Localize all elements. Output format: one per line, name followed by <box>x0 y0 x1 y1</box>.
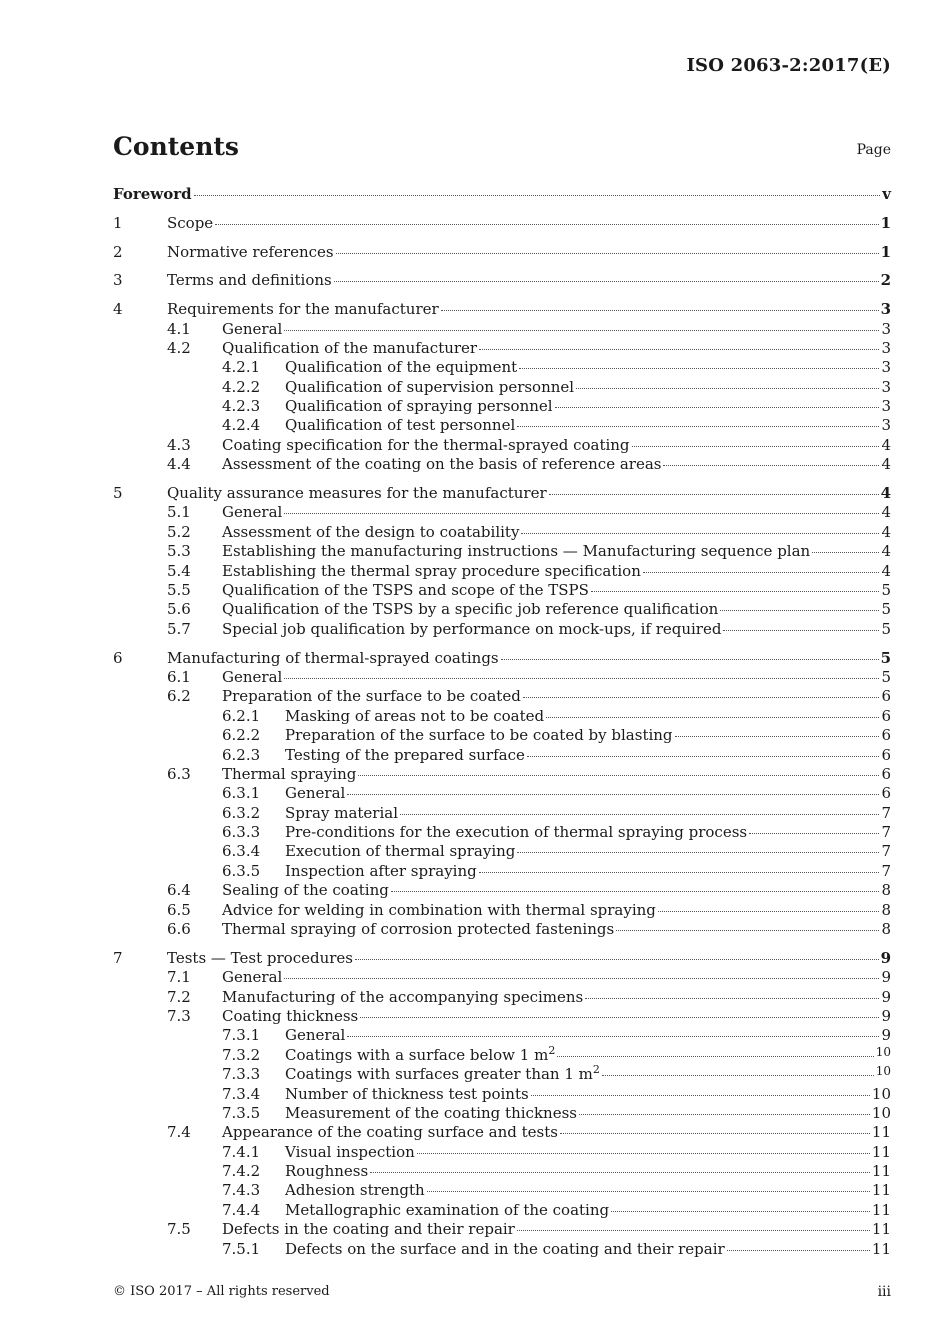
toc-entry-page: 4 <box>881 435 891 454</box>
toc-entry-page: 3 <box>881 319 891 338</box>
toc-entry-page: 9 <box>881 1006 891 1025</box>
dot-leader <box>360 1016 879 1018</box>
toc-entry-number: 4.2.1 <box>222 358 261 377</box>
toc-entry-page: 4 <box>881 455 891 474</box>
toc-entry-title: Preparation of the surface to be coated <box>222 687 521 706</box>
toc-entry[interactable] <box>113 397 891 416</box>
toc-entry-title: General <box>222 503 283 522</box>
toc-entry-page: 4 <box>881 561 891 580</box>
toc-entry-page: 11 <box>871 1162 891 1181</box>
toc-entry-page: 9 <box>881 968 891 987</box>
toc-entry-page: 7 <box>881 823 891 842</box>
toc-entry[interactable] <box>113 484 891 503</box>
dot-leader <box>517 1229 870 1231</box>
dot-leader <box>517 851 879 853</box>
toc-entry-number: 7.4.3 <box>222 1181 261 1200</box>
toc-entry-number: 4.1 <box>167 319 191 338</box>
toc-entry[interactable] <box>113 581 891 600</box>
toc-entry-number: 7.3.1 <box>222 1026 261 1045</box>
toc-entry[interactable] <box>113 920 891 939</box>
dot-leader <box>391 890 880 892</box>
toc-entry-title: Sealing of the coating <box>222 881 389 900</box>
toc-entry-number: 6.3.2 <box>222 803 261 822</box>
dot-leader <box>549 493 879 495</box>
dot-leader <box>517 425 879 427</box>
toc-entry-page: 10 <box>871 1103 891 1122</box>
toc-entry-title: Assessment of the design to coatability <box>222 522 520 541</box>
toc-entry-title: Assessment of the coating on the basis of reference areas <box>222 455 662 474</box>
toc-entry[interactable] <box>113 600 891 619</box>
toc-entry-page: 10 <box>871 1084 891 1103</box>
toc-entry-page: 5 <box>881 600 891 619</box>
dot-leader <box>479 871 880 873</box>
toc-entry-number: 5.1 <box>167 503 191 522</box>
toc-entry-title: Visual inspection <box>285 1142 415 1161</box>
toc-entry-title: Manufacturing of thermal-sprayed coatings <box>167 648 499 667</box>
dot-leader <box>663 464 879 466</box>
toc-entry[interactable] <box>113 436 891 455</box>
dot-leader <box>479 348 879 350</box>
toc-entry-number: 7.4.1 <box>222 1142 261 1161</box>
toc-entry-number: 5.4 <box>167 561 191 580</box>
toc-entry-page: 1 <box>880 242 891 261</box>
toc-entry[interactable] <box>113 804 891 823</box>
toc-entry-number: 4.2.4 <box>222 416 261 435</box>
toc-entry[interactable] <box>113 1240 891 1259</box>
toc-entry[interactable] <box>113 271 891 290</box>
toc-entry-number: 4.4 <box>167 455 191 474</box>
toc-entry-title: Normative references <box>167 242 334 261</box>
toc-entry-number: 4.2.3 <box>222 397 261 416</box>
toc-entry-title: Special job qualification by performance on mock-ups, if required <box>222 619 722 638</box>
dot-leader <box>284 512 879 514</box>
superscript: 2 <box>548 1043 556 1057</box>
toc-entry[interactable] <box>113 378 891 397</box>
dot-leader <box>284 977 879 979</box>
toc-entry-number: 7.1 <box>167 968 191 987</box>
toc-entry-title: Qualification of test personnel <box>285 416 516 435</box>
toc-entry-number: 7.5.1 <box>222 1239 261 1258</box>
toc-entry-page: 3 <box>881 338 891 357</box>
toc-entry-number: 7.3.3 <box>222 1065 261 1084</box>
dot-leader <box>675 735 880 737</box>
toc-entry-number: 3 <box>113 271 123 290</box>
toc-entry[interactable] <box>113 726 891 745</box>
toc-entry[interactable] <box>113 503 891 522</box>
dot-leader <box>560 1132 870 1134</box>
toc-entry-number: 7.3.5 <box>222 1103 261 1122</box>
page-column-label: Page <box>856 142 891 158</box>
toc-entry[interactable] <box>113 649 891 668</box>
dot-leader <box>400 813 879 815</box>
footer-copyright: © ISO 2017 – All rights reserved <box>113 1284 330 1299</box>
toc-entry[interactable] <box>113 562 891 581</box>
toc-entry-title: Execution of thermal spraying <box>285 842 516 861</box>
toc-entry-page: 7 <box>881 803 891 822</box>
toc-entry-title: Manufacturing of the accompanying specimens <box>222 987 584 1006</box>
dot-leader <box>720 609 879 611</box>
toc-entry-title: Qualification of spraying personnel <box>285 397 553 416</box>
toc-entry-title: Roughness <box>285 1162 369 1181</box>
toc-entry-title: Advice for welding in combination with thermal spraying <box>222 900 656 919</box>
toc-entry[interactable] <box>113 455 891 474</box>
toc-entry-page: 7 <box>881 842 891 861</box>
toc-entry-title: Foreword <box>113 185 192 203</box>
toc-entry[interactable] <box>113 214 891 233</box>
toc-entry-number: 7.4.4 <box>222 1200 261 1219</box>
toc-entry-page: 9 <box>881 987 891 1006</box>
toc-entry-number: 6.2.2 <box>222 726 261 745</box>
dot-leader <box>579 1113 870 1115</box>
toc-entry-page: 3 <box>881 397 891 416</box>
toc-entry-page: 6 <box>881 726 891 745</box>
toc-entry-number: 5.2 <box>167 522 191 541</box>
superscript: 2 <box>592 1063 600 1077</box>
toc-entry-title: General <box>222 319 283 338</box>
toc-entry-title: Qualification of the manufacturer <box>222 338 478 357</box>
toc-entry-page: 10 <box>875 1044 891 1059</box>
dot-leader <box>441 309 879 311</box>
dot-leader <box>658 910 880 912</box>
toc-entry[interactable] <box>113 523 891 542</box>
dot-leader <box>546 716 879 718</box>
dot-leader <box>501 658 879 660</box>
toc-entry[interactable] <box>113 862 891 881</box>
toc-entry-number: 6.3.3 <box>222 823 261 842</box>
toc-entry[interactable] <box>113 1026 891 1045</box>
toc-entry-number: 6.3.5 <box>222 861 261 880</box>
dot-leader <box>355 958 879 960</box>
toc-entry-page: 11 <box>871 1200 891 1219</box>
toc-entry[interactable] <box>113 243 891 262</box>
toc-entry-number: 6.2.1 <box>222 706 261 725</box>
toc-entry-page: 11 <box>871 1123 891 1142</box>
dot-leader <box>284 329 879 331</box>
toc-entry-title: Qualification of the equipment <box>285 358 518 377</box>
dot-leader <box>358 774 879 776</box>
toc-entry[interactable] <box>113 1181 891 1200</box>
toc-entry-page: 6 <box>881 745 891 764</box>
dot-leader <box>215 223 878 225</box>
toc-entry-page: 4 <box>881 522 891 541</box>
toc-entry[interactable] <box>113 707 891 726</box>
toc-entry[interactable] <box>113 968 891 987</box>
toc-entry[interactable] <box>113 842 891 861</box>
dot-leader <box>531 1094 870 1096</box>
toc-entry[interactable] <box>113 1065 891 1084</box>
toc-entry-title: Qualification of the TSPS by a specific job reference qualification <box>222 600 719 619</box>
toc-entry-number: 6.3 <box>167 764 191 783</box>
toc-entry-number: 4 <box>113 300 123 319</box>
toc-entry-page: 1 <box>880 213 891 232</box>
toc-entry[interactable] <box>113 358 891 377</box>
toc-entry-title: Requirements for the manufacturer <box>167 300 439 319</box>
toc-entry-number: 5.5 <box>167 580 191 599</box>
toc-entry-title: Masking of areas not to be coated <box>285 706 545 725</box>
toc-entry[interactable] <box>113 1123 891 1142</box>
toc-entry[interactable] <box>113 765 891 784</box>
toc-entry-title: Number of thickness test points <box>285 1084 529 1103</box>
toc-entry-title: Preparation of the surface to be coated by blasting <box>285 726 673 745</box>
dot-leader <box>334 280 879 282</box>
dot-leader <box>519 367 879 369</box>
toc-entry-title: Defects in the coating and their repair <box>222 1220 515 1239</box>
toc-entry-page: 10 <box>875 1064 891 1079</box>
toc-entry-number: 4.3 <box>167 435 191 454</box>
dot-leader <box>585 997 879 999</box>
toc-entry-number: 7.4.2 <box>222 1162 261 1181</box>
dot-leader <box>749 832 879 834</box>
toc-entry-title: Coatings with a surface below 1 $m^2$ <box>285 1043 556 1064</box>
toc-entry-page: 8 <box>881 881 891 900</box>
dot-leader <box>555 406 880 408</box>
toc-entry-title: Quality assurance measures for the manufacturer <box>167 484 547 503</box>
contents-title: Contents <box>113 132 240 161</box>
toc-entry-number: 4.2.2 <box>222 377 261 396</box>
toc-entry-page: 3 <box>881 358 891 377</box>
dot-leader <box>591 590 880 592</box>
toc-entry-number: 4.2 <box>167 338 191 357</box>
toc-entry-page: 11 <box>871 1239 891 1258</box>
toc-entry[interactable] <box>113 1043 891 1065</box>
toc-entry-page: 4 <box>881 503 891 522</box>
toc-entry-number: 6.5 <box>167 900 191 919</box>
toc-entry-page: 6 <box>881 764 891 783</box>
dot-leader <box>812 551 879 553</box>
toc-entry-page: 6 <box>881 706 891 725</box>
toc-entry-page: 11 <box>871 1142 891 1161</box>
toc-entry-title: Coatings with surfaces greater than 1 $m^2$ <box>285 1063 600 1084</box>
toc-entry-number: 6.3.1 <box>222 784 261 803</box>
toc-entry-number: 7.3.2 <box>222 1045 261 1064</box>
toc-entry-page: 5 <box>881 619 891 638</box>
dot-leader <box>576 387 879 389</box>
toc-entry[interactable] <box>113 1201 891 1220</box>
toc-entry-number: 5.3 <box>167 542 191 561</box>
toc-entry-number: 2 <box>113 242 123 261</box>
toc-entry-page: 4 <box>880 484 891 503</box>
toc-entry-title: Testing of the prepared surface <box>285 745 525 764</box>
toc-entry[interactable] <box>113 300 891 319</box>
dot-leader <box>616 929 879 931</box>
toc-entry-number: 5.7 <box>167 619 191 638</box>
toc-entry-title: General <box>285 784 346 803</box>
footer-page-number: iii <box>877 1284 891 1300</box>
dot-leader <box>417 1152 870 1154</box>
toc-entry-page: 11 <box>871 1220 891 1239</box>
toc-entry-title: Spray material <box>285 803 399 822</box>
toc-entry-title: Terms and definitions <box>167 271 332 290</box>
toc-entry-page: 6 <box>881 784 891 803</box>
dot-leader <box>523 696 880 698</box>
toc-entry-page: 2 <box>880 271 891 290</box>
toc-entry[interactable] <box>113 1104 891 1123</box>
dot-leader <box>602 1074 874 1076</box>
toc-entry-title: Defects on the surface and in the coating and their repair <box>285 1239 725 1258</box>
toc-entry-title: Appearance of the coating surface and tests <box>222 1123 558 1142</box>
toc-entry[interactable] <box>113 416 891 435</box>
toc-entry[interactable] <box>113 988 891 1007</box>
toc-entry-title: Qualification of supervision personnel <box>285 377 575 396</box>
toc-entry-title: Metallographic examination of the coating <box>285 1200 610 1219</box>
toc-entry-title: Tests — Test procedures <box>167 948 353 967</box>
toc-entry[interactable] <box>113 823 891 842</box>
table-of-contents <box>113 185 891 1259</box>
dot-leader <box>194 194 881 196</box>
toc-entry-title: Establishing the manufacturing instructions — Manufacturing sequence plan <box>222 542 811 561</box>
toc-entry-page: 3 <box>881 416 891 435</box>
toc-entry[interactable] <box>113 949 891 968</box>
toc-entry[interactable] <box>113 1143 891 1162</box>
toc-entry-page: 8 <box>881 920 891 939</box>
toc-entry-title: Thermal spraying <box>222 764 357 783</box>
toc-entry-number: 5.6 <box>167 600 191 619</box>
dot-leader <box>611 1210 870 1212</box>
toc-entry[interactable] <box>113 339 891 358</box>
toc-entry-number: 6.2.3 <box>222 745 261 764</box>
toc-entry-number: 6 <box>113 648 123 667</box>
toc-entry-number: 5 <box>113 484 123 503</box>
toc-entry[interactable] <box>113 687 891 706</box>
toc-entry-page: 9 <box>880 948 891 967</box>
toc-entry[interactable] <box>113 746 891 765</box>
toc-entry-page: 8 <box>881 900 891 919</box>
toc-entry-number: 7 <box>113 948 123 967</box>
toc-entry-page: 3 <box>880 300 891 319</box>
dot-leader <box>347 1035 879 1037</box>
dot-leader <box>284 677 879 679</box>
toc-entry-page: v <box>882 185 891 203</box>
dot-leader <box>727 1249 870 1251</box>
dot-leader <box>723 629 879 631</box>
dot-leader <box>427 1190 870 1192</box>
toc-entry-number: 6.4 <box>167 881 191 900</box>
dot-leader <box>557 1055 873 1057</box>
toc-entry[interactable] <box>113 784 891 803</box>
toc-entry-title: General <box>222 667 283 686</box>
toc-entry-page: 4 <box>881 542 891 561</box>
toc-entry-title: Scope <box>167 213 214 232</box>
toc-entry[interactable] <box>113 542 891 561</box>
toc-entry[interactable] <box>113 620 891 639</box>
dot-leader <box>643 571 880 573</box>
toc-entry-page: 6 <box>881 687 891 706</box>
toc-entry-title: Thermal spraying of corrosion protected fastenings <box>222 920 615 939</box>
toc-entry[interactable] <box>113 185 891 204</box>
toc-entry[interactable] <box>113 901 891 920</box>
toc-entry[interactable] <box>113 881 891 900</box>
dot-leader <box>527 755 880 757</box>
dot-leader <box>336 252 879 254</box>
toc-entry-title: Measurement of the coating thickness <box>285 1103 577 1122</box>
toc-entry-page: 7 <box>881 861 891 880</box>
toc-entry-number: 7.3.4 <box>222 1084 261 1103</box>
toc-entry[interactable] <box>113 1085 891 1104</box>
toc-entry-title: Coating thickness <box>222 1006 359 1025</box>
toc-entry-title: Adhesion strength <box>285 1181 425 1200</box>
toc-entry-page: 5 <box>880 648 891 667</box>
toc-entry[interactable] <box>113 1007 891 1026</box>
toc-entry[interactable] <box>113 1220 891 1239</box>
toc-entry[interactable] <box>113 668 891 687</box>
dot-leader <box>632 445 880 447</box>
dot-leader <box>370 1171 870 1173</box>
toc-entry-number: 6.1 <box>167 667 191 686</box>
document-id: ISO 2063-2:2017(E) <box>686 55 891 76</box>
toc-entry-title: Coating specification for the thermal-sprayed coating <box>222 435 630 454</box>
toc-entry-number: 1 <box>113 213 123 232</box>
dot-leader <box>521 532 879 534</box>
toc-entry-page: 3 <box>881 377 891 396</box>
toc-entry-page: 11 <box>871 1181 891 1200</box>
toc-entry-number: 6.6 <box>167 920 191 939</box>
toc-entry-number: 7.2 <box>167 987 191 1006</box>
toc-entry-number: 6.3.4 <box>222 842 261 861</box>
toc-entry-number: 6.2 <box>167 687 191 706</box>
toc-entry-title: Inspection after spraying <box>285 861 477 880</box>
dot-leader <box>347 793 879 795</box>
toc-entry-number: 7.5 <box>167 1220 191 1239</box>
toc-entry-page: 5 <box>881 667 891 686</box>
toc-entry-title: Qualification of the TSPS and scope of the TSPS <box>222 580 589 599</box>
toc-entry-page: 9 <box>881 1026 891 1045</box>
toc-entry-title: General <box>222 968 283 987</box>
toc-entry-page: 5 <box>881 580 891 599</box>
toc-entry[interactable] <box>113 1162 891 1181</box>
toc-entry-number: 7.3 <box>167 1006 191 1025</box>
toc-entry-title: Establishing the thermal spray procedure specification <box>222 561 641 580</box>
toc-entry-title: General <box>285 1026 346 1045</box>
toc-entry-title: Pre-conditions for the execution of thermal spraying process <box>285 823 748 842</box>
toc-entry-number: 7.4 <box>167 1123 191 1142</box>
toc-entry[interactable] <box>113 320 891 339</box>
